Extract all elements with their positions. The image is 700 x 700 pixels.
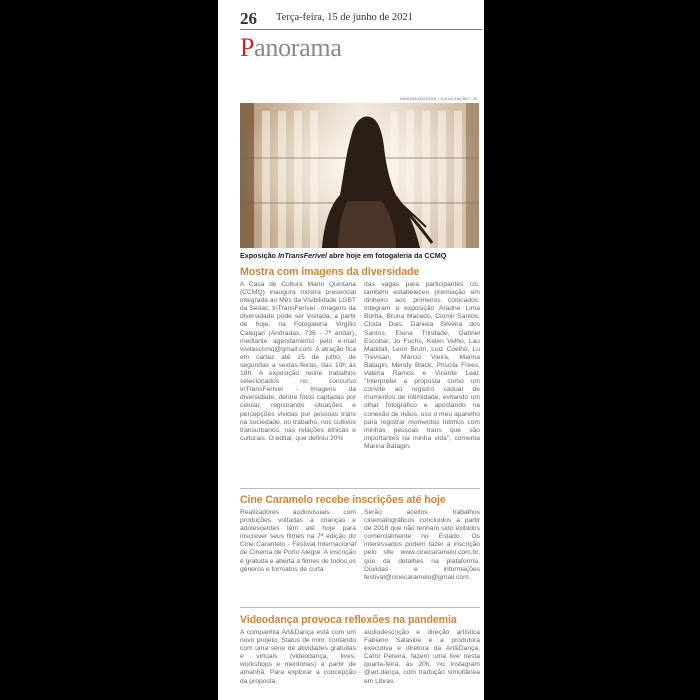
article-3-column-2: audiodescrição e direção artística Fabiano Salaskie e a produtora executiva e diretora da Art&Dança, Carol Pereira, fazem uma live nesta quarta-feira, às 20h, no Instagram @art.dança, com tradução simultânea em Libras.: [364, 629, 480, 685]
article-divider: [240, 488, 480, 489]
header-divider: [240, 29, 482, 30]
article-1-column-1: A Casa de Cultura Mario Quintana (CCMQ) inaugura mostra presencial integrada ao Mês da Visibilidade LGBT da Sedac. InTransFerível - Imagens da diversidade pode ser visitada, a partir de hoje, na Fotogaleria Virgílio Calegari (Andradas, 736 - 7º andar), mediante agendamento pelo e-mail visitasccmq@gmail.com. A atração fica em cartaz até 15 de julho, de segundas a sextas-feiras, das 10h às 18h. A exposição reúne trabalhos selecionados no concurso InTransFerível - Imagens da diversidade, dentre fotos captadas por celular, registrando situações e percepções vividas por pessoas trans na sociedade, no trabalho, nos cultivos transurbanos, nas relações étnicas e culturais. O edital, que definiu 20%: [240, 281, 356, 442]
article-1-column-2: das vagas para participantes cis, também estabeleceu premiação em dinheiro aos primeiros colocados. Integram a exposição Aradne Lima Borba, Bruna Macedo, Ciomir Santos, Cloda Dias, Daniela Silveira dos Santos, Elena Trindade, Gabriel Escobar, Jo Fuchs, Kelen Velho, Lau Maddali, Leon Brum, Luiz Coelho, Lu Trevisan, Márcio Vieira, Marina Batagin, Mendy Black, Priscila Frees, Valéria Ramos e Vicente Leal. "Interpretei a proposta como um convite ao registro casual de momentos de intimidade, evitando um olhar fotográfico e apostando na conexão de mãos, uso o meu aparelho para registrar momentos íntimos com minhas pessoas trans que são importantes na minha vida", comenta Marina Batagin.: [364, 281, 480, 450]
article-2-body: [240, 509, 480, 599]
issue-date: Terça-feira, 15 de junho de 2021: [276, 12, 413, 23]
section-title-initial: P: [240, 33, 255, 62]
article-2-column-2: Serão aceitos trabalhos cinematográficos concluídos a partir de 2018 que não tenham sido exibidos comercialmente no Estado. Os interessados podem fazer a inscrição pelo site www.cinecaramelo.com.br, que dá detalhes na plataforma. Dúvidas e informações festival@cinecaramelo@gmail.com.: [364, 509, 480, 581]
caption-tail: abre hoje em fotogaleria da CCMQ: [326, 251, 447, 260]
article-3-column-1: A companhia Art&Dança está com um novo projeto, Status de mim, contando com uma série de atividades gratuitas e virtuais (videodança, lives, workshops e mentorias) a partir de amanhã. Para explorar a concepção da proposta,: [240, 629, 356, 685]
caption-exhibition-name: InTransFerível: [277, 251, 327, 260]
photo-credit: MARINA BATAGIN / DIVULGAÇÃO / JC: [400, 96, 478, 101]
exhibition-photo: [240, 103, 479, 248]
article-1-body: [240, 281, 480, 481]
photo-caption: [240, 251, 480, 260]
article-2-headline: Cine Caramelo recebe inscrições até hoje: [240, 494, 446, 506]
article-divider: [240, 607, 480, 608]
article-3-body: [240, 629, 480, 700]
newspaper-page: [218, 0, 484, 700]
section-title: [240, 33, 342, 63]
article-3-headline: Videodança provoca reflexões na pandemia: [240, 614, 457, 626]
section-title-rest: anorama: [254, 33, 342, 62]
caption-lead: Exposição: [240, 251, 278, 260]
page-number: 26: [240, 9, 257, 28]
article-2-column-1: Realizadores audiovisuais com produções voltadas a crianças e adolescentes têm até hoje para inscrever seus filmes na 7ª edição do Cine Caramelo - Festival Internacional de Cinema de Porto Alegre. A inscrição é gratuita e aberta a filmes de todos os gêneros e formatos de curta: [240, 509, 356, 573]
article-1-headline: Mostra com imagens da diversidade: [240, 266, 420, 278]
